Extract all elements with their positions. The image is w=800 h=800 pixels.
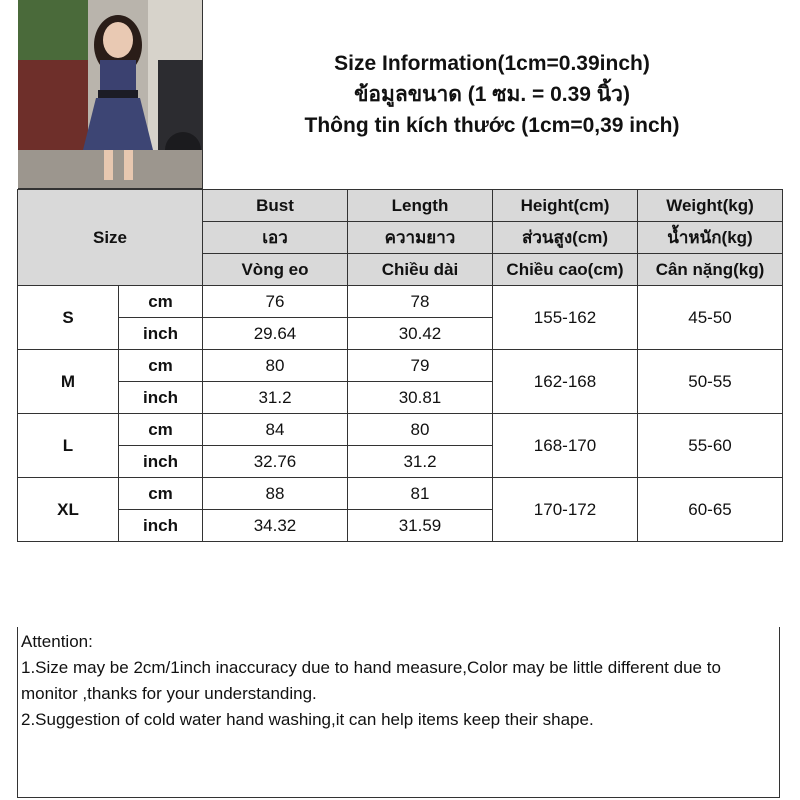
size-info-title [203, 0, 781, 189]
unit-inch: inch [119, 510, 203, 542]
size-column-title: Size [18, 190, 203, 286]
col-bust-th: เอว [203, 222, 348, 254]
bust-inch: 31.2 [203, 382, 348, 414]
table-row [18, 478, 783, 510]
size-table [17, 189, 783, 542]
col-length-en: Length [348, 190, 493, 222]
col-height-en: Height(cm) [493, 190, 638, 222]
length-cm: 81 [348, 478, 493, 510]
weight-range: 45-50 [638, 286, 783, 350]
length-inch: 31.2 [348, 446, 493, 478]
col-weight-vi: Cân nặng(kg) [638, 254, 783, 286]
attention-notes [17, 627, 780, 798]
length-inch: 31.59 [348, 510, 493, 542]
height-range: 170-172 [493, 478, 638, 542]
unit-inch: inch [119, 318, 203, 350]
unit-cm: cm [119, 478, 203, 510]
col-weight-th: น้ำหนัก(kg) [638, 222, 783, 254]
unit-cm: cm [119, 286, 203, 318]
attention-note-2: 2.Suggestion of cold water hand washing,it can help items keep their shape. [21, 710, 594, 729]
size-label: L [18, 414, 119, 478]
weight-range: 60-65 [638, 478, 783, 542]
unit-inch: inch [119, 382, 203, 414]
length-inch: 30.42 [348, 318, 493, 350]
unit-cm: cm [119, 350, 203, 382]
bust-inch: 29.64 [203, 318, 348, 350]
height-range: 168-170 [493, 414, 638, 478]
table-row [18, 414, 783, 446]
attention-note-1: 1.Size may be 2cm/1inch inaccuracy due to hand measure,Color may be little different due to monitor ,thanks for your understanding. [21, 658, 721, 703]
length-cm: 79 [348, 350, 493, 382]
size-label: XL [18, 478, 119, 542]
col-height-th: ส่วนสูง(cm) [493, 222, 638, 254]
height-range: 162-168 [493, 350, 638, 414]
col-length-vi: Chiều dài [348, 254, 493, 286]
title-vietnamese: Thông tin kích thước (1cm=0,39 inch) [304, 114, 680, 137]
bust-cm: 80 [203, 350, 348, 382]
length-cm: 78 [348, 286, 493, 318]
col-weight-en: Weight(kg) [638, 190, 783, 222]
bust-cm: 88 [203, 478, 348, 510]
height-range: 155-162 [493, 286, 638, 350]
title-english: Size Information(1cm=0.39inch) [334, 52, 650, 75]
length-inch: 30.81 [348, 382, 493, 414]
bust-cm: 76 [203, 286, 348, 318]
bust-cm: 84 [203, 414, 348, 446]
size-label: M [18, 350, 119, 414]
product-photo-illustration [18, 0, 202, 188]
unit-cm: cm [119, 414, 203, 446]
title-thai: ข้อมูลขนาด (1 ซม. = 0.39 นิ้ว) [354, 83, 630, 106]
product-photo [18, 0, 203, 189]
col-bust-vi: Vòng eo [203, 254, 348, 286]
weight-range: 50-55 [638, 350, 783, 414]
table-row [18, 350, 783, 382]
attention-heading: Attention: [21, 632, 93, 651]
header-row-english [18, 190, 783, 222]
weight-range: 55-60 [638, 414, 783, 478]
size-label: S [18, 286, 119, 350]
col-bust-en: Bust [203, 190, 348, 222]
col-height-vi: Chiều cao(cm) [493, 254, 638, 286]
unit-inch: inch [119, 446, 203, 478]
table-row [18, 286, 783, 318]
bust-inch: 34.32 [203, 510, 348, 542]
col-length-th: ความยาว [348, 222, 493, 254]
length-cm: 80 [348, 414, 493, 446]
bust-inch: 32.76 [203, 446, 348, 478]
